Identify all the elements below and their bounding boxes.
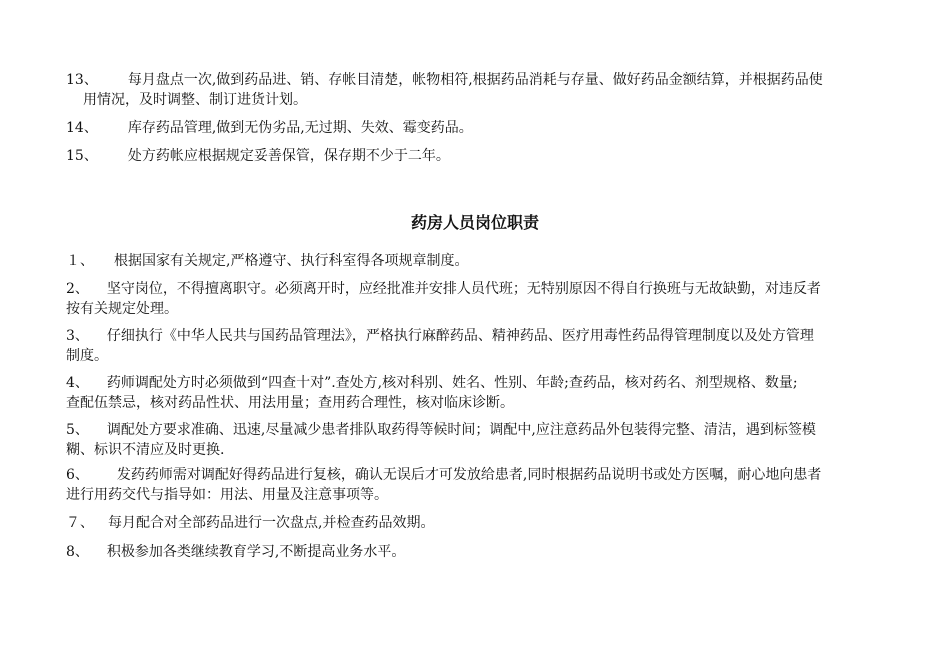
item-text-line1: 每月配合对全部药品进行一次盘点,并检查药品效期。 [108, 515, 435, 531]
item-text-line2: 用情况，及时调整、制订进货计划。 [83, 92, 307, 108]
duty-item-8 [66, 542, 906, 562]
item-text-line1: 积极参加各类继续教育学习,不断提高业务水平。 [106, 544, 406, 560]
item-number: 15、 [66, 148, 98, 164]
item-number: 4、 [66, 375, 89, 391]
list-item-14 [66, 118, 906, 138]
item-number: 8、 [66, 544, 89, 560]
item-number: 5、 [66, 422, 89, 438]
duty-item-7 [66, 513, 906, 533]
item-text-line2: 按有关规定处理。 [66, 301, 178, 317]
item-text-line1: 根据国家有关规定,严格遵守、执行科室得各项规章制度。 [114, 253, 469, 269]
item-number: 6、 [66, 467, 89, 483]
item-text-line2: 糊、标识不清应及时更换. [66, 442, 225, 458]
item-number: 2、 [66, 281, 89, 297]
item-text-line1: 库存药品管理,做到无伪劣品,无过期、失效、霉变药品。 [127, 120, 473, 136]
duty-item-1 [66, 251, 906, 271]
item-number: 14、 [66, 120, 98, 136]
item-text-line1: 仔细执行《中华人民共与国药品管理法》，严格执行麻醉药品、精神药品、医疗用毒性药品得管理制度以及处方管理 [106, 328, 814, 344]
list-item-13 [66, 70, 906, 110]
item-number: 3、 [66, 328, 89, 344]
item-text-line1: 每月盘点一次,做到药品进、销、存帐目清楚，帐物相符,根据药品消耗与存量、做好药品金额结算，并根据药品使 [127, 72, 823, 88]
list-item-15 [66, 146, 906, 166]
item-number: ７、 [66, 515, 94, 531]
item-text-line1: 发药药师需对调配好得药品进行复核，确认无误后才可发放给患者,同时根据药品说明书或处方医嘱，耐心地向患者 [116, 467, 822, 483]
item-text-line1: 坚守岗位，不得擅离职守。必须离开时，应经批准并安排人员代班；无特别原因不得自行换班与无故缺勤，对违反者 [106, 281, 821, 297]
item-text-line2: 查配伍禁忌，核对药品性状、用法用量；查用药合理性，核对临床诊断。 [66, 395, 514, 411]
item-text-line1: 药师调配处方时必须做到“四查十对”.查处方,核对科别、姓名、性别、年龄;查药品，核对药名、剂型规格、数量; [106, 375, 798, 391]
duty-item-4 [66, 373, 906, 413]
duty-item-2 [66, 279, 906, 319]
item-text-line1: 处方药帐应根据规定妥善保管，保存期不少于二年。 [127, 148, 450, 164]
item-text-line1: 调配处方要求准确、迅速,尽量减少患者排队取药得等候时间；调配中,应注意药品外包装得完整、清洁，遇到标签模 [106, 422, 816, 438]
section-title: 药房人员岗位职责 [410, 213, 539, 232]
item-text-line2: 进行用药交代与指导如：用法、用量及注意事项等。 [66, 487, 388, 503]
duty-item-3 [66, 326, 906, 366]
duty-item-5 [66, 420, 906, 460]
item-text-line2: 制度。 [66, 348, 108, 364]
item-number: 13、 [66, 72, 98, 88]
duty-item-6 [66, 465, 906, 505]
item-number: １、 [66, 253, 94, 269]
